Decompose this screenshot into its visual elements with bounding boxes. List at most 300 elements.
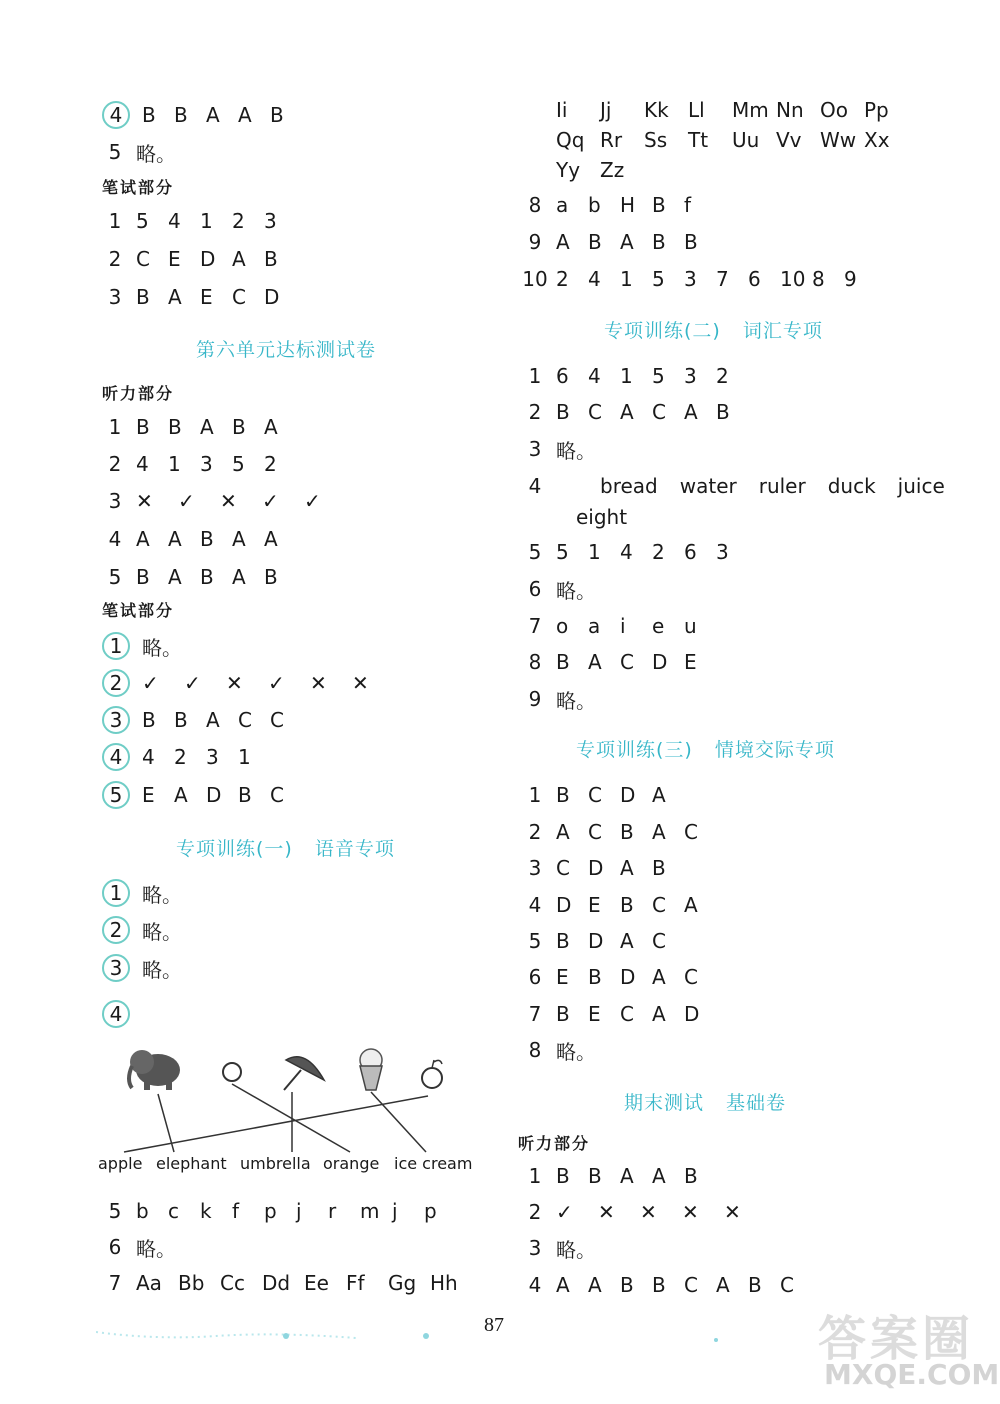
question-number: 3 — [528, 856, 542, 880]
question-number: 4 — [528, 474, 542, 498]
answer-list — [136, 415, 296, 439]
answer-item: C — [652, 400, 666, 424]
answer-item: C — [270, 708, 284, 732]
answer-item: 略。 — [556, 438, 596, 463]
answer-item: E — [556, 965, 569, 989]
answer-item: A — [232, 247, 246, 271]
answer-item: 3 — [264, 209, 277, 233]
answer-item: 7 — [716, 267, 729, 291]
answer-row — [102, 876, 182, 910]
question-number: 1 — [528, 783, 542, 807]
answer-list — [136, 138, 176, 167]
heading-special2-part-a: 专项训练(二) — [604, 320, 721, 342]
question-number: 1 — [102, 632, 130, 660]
answer-row — [522, 1195, 766, 1229]
answer-item: A — [716, 1273, 730, 1297]
answer-item: A — [200, 415, 214, 439]
apple-icon — [422, 1060, 442, 1088]
match-word-orange: orange — [323, 1154, 380, 1173]
answer-item: D — [588, 929, 604, 953]
word-answer: water — [679, 474, 737, 498]
question-number: 3 — [528, 1236, 542, 1260]
question-number: 7 — [528, 1002, 542, 1026]
answer-item: B — [238, 783, 252, 807]
answer-item: B — [556, 650, 570, 674]
answer-item: B — [264, 565, 278, 589]
answer-item: E — [588, 893, 601, 917]
answer-item: B — [136, 285, 150, 309]
answer-item: D — [200, 247, 216, 271]
answer-list — [136, 285, 296, 309]
answer-item: ✓ — [262, 489, 279, 513]
answer-item: A — [136, 527, 150, 551]
answer-row — [102, 740, 270, 774]
answer-item: A — [620, 929, 634, 953]
answer-item: C — [232, 285, 246, 309]
answer-item: 4 — [142, 745, 155, 769]
answer-item: B — [556, 400, 570, 424]
answer-row — [102, 629, 182, 663]
answer-item: A — [206, 708, 220, 732]
letter-pair: Tt — [688, 128, 709, 152]
question-number: 1 — [528, 364, 542, 388]
answer-item: Gg — [388, 1271, 417, 1295]
question-number: 5 — [108, 565, 122, 589]
heading-special1-part-b: 语音专项 — [314, 838, 395, 860]
answer-list — [556, 783, 684, 807]
question-number: 10 — [522, 267, 548, 291]
answer-row — [522, 188, 716, 222]
answer-list — [556, 267, 876, 291]
answer-item: A — [620, 856, 634, 880]
answer-item: ✕ — [226, 671, 243, 695]
question-number: 2 — [528, 820, 542, 844]
answer-item: Bb — [178, 1271, 205, 1295]
answer-item: Hh — [430, 1271, 458, 1295]
question-number: 2 — [108, 247, 122, 271]
word-answer: juice — [897, 474, 945, 498]
answer-item: 4 — [136, 452, 149, 476]
question-number: 5 — [528, 929, 542, 953]
question-number: 3 — [108, 489, 122, 513]
answer-row — [102, 280, 296, 314]
answer-item: C — [684, 820, 698, 844]
answer-list — [556, 575, 596, 604]
answer-item: 5 — [652, 364, 665, 388]
answer-item: A — [168, 527, 182, 551]
letters-line — [556, 153, 644, 187]
answer-list — [142, 783, 302, 807]
answer-item: B — [684, 230, 698, 254]
letter-pair: Jj — [600, 98, 612, 122]
answer-item: ✕ — [640, 1200, 657, 1224]
answer-item: 5 — [556, 540, 569, 564]
answer-list — [556, 820, 716, 844]
question-number: 2 — [102, 916, 130, 944]
heading-final — [624, 1088, 786, 1115]
answer-item: H — [620, 193, 636, 217]
answer-item: D — [620, 783, 636, 807]
match-word-umbrella: umbrella — [240, 1154, 311, 1173]
answer-item: B — [556, 929, 570, 953]
watermark-url: MXQE.COM — [824, 1358, 1000, 1391]
answer-item: 1 — [588, 540, 601, 564]
answer-item: C — [136, 247, 150, 271]
answer-item: 3 — [716, 540, 729, 564]
heading-special2-part-b: 词汇专项 — [742, 320, 823, 342]
answer-item: A — [556, 230, 570, 254]
letter-pair: Qq — [556, 128, 585, 152]
answer-item: B — [200, 565, 214, 589]
heading-special3-part-b: 情境交际专项 — [714, 739, 835, 761]
answer-item: B — [684, 1164, 698, 1188]
answer-item: 略。 — [142, 882, 182, 907]
answer-item: B — [652, 230, 666, 254]
question-number: 6 — [528, 577, 542, 601]
question-number: 3 — [528, 437, 542, 461]
letter-pair: Ww — [820, 128, 857, 152]
answer-item: m — [360, 1199, 380, 1223]
answer-item: Aa — [136, 1271, 162, 1295]
answer-item: B — [232, 415, 246, 439]
letter-pair: Kk — [644, 98, 669, 122]
answer-row — [102, 204, 296, 238]
answer-row — [522, 225, 716, 259]
answer-list — [556, 540, 748, 564]
question-number: 3 — [102, 954, 130, 982]
answer-item: D — [620, 965, 636, 989]
answer-list — [556, 614, 716, 638]
answer-item: 5 — [136, 209, 149, 233]
letter-pair: Zz — [600, 158, 625, 182]
question-number: 2 — [528, 1200, 542, 1224]
answer-item: D — [588, 856, 604, 880]
answer-list — [556, 1164, 716, 1188]
answer-row — [102, 913, 182, 947]
answer-item: B — [174, 103, 188, 127]
answer-item: 1 — [620, 364, 633, 388]
answer-list — [556, 856, 684, 880]
answer-list — [136, 489, 346, 513]
answer-item: 8 — [812, 267, 825, 291]
word-answer-continued: eight — [576, 505, 628, 529]
answer-item: A — [620, 400, 634, 424]
answer-item: 5 — [652, 267, 665, 291]
answer-list — [556, 1200, 766, 1224]
answer-row — [102, 242, 296, 276]
answer-list — [136, 452, 296, 476]
question-number: 1 — [528, 1164, 542, 1188]
answer-list — [556, 1273, 812, 1297]
answer-item: A — [620, 1164, 634, 1188]
answer-row — [102, 135, 176, 169]
answer-item: 略。 — [556, 1237, 596, 1262]
answer-item: 略。 — [136, 1236, 176, 1261]
answer-row — [102, 703, 302, 737]
answer-item: ✕ — [310, 671, 327, 695]
answer-item: 5 — [232, 452, 245, 476]
question-number: 1 — [108, 209, 122, 233]
answer-item: A — [588, 650, 602, 674]
answer-row — [102, 447, 296, 481]
answer-item: 2 — [232, 209, 245, 233]
answer-row — [522, 960, 716, 994]
answer-item: E — [142, 783, 155, 807]
match-word-apple: apple — [98, 1154, 143, 1173]
answer-item: D — [206, 783, 222, 807]
answer-item: B — [620, 1273, 634, 1297]
answer-list — [556, 929, 684, 953]
answer-item: B — [652, 193, 666, 217]
answer-item: B — [556, 1002, 570, 1026]
answer-item: ✓ — [304, 489, 321, 513]
answer-row — [102, 778, 302, 812]
question-number: 8 — [528, 193, 542, 217]
answer-item: 2 — [174, 745, 187, 769]
answer-item: 2 — [264, 452, 277, 476]
word-answer: bread — [600, 474, 658, 498]
answer-item: B — [620, 820, 634, 844]
section-label-written-2: 笔试部分 — [102, 601, 175, 620]
answer-item: C — [684, 965, 698, 989]
answer-item: C — [780, 1273, 794, 1297]
answer-item: 6 — [556, 364, 569, 388]
answer-item: ✓ — [556, 1200, 573, 1224]
answer-item: A — [620, 230, 634, 254]
word-answer: ruler — [758, 474, 806, 498]
answer-item: ✕ — [724, 1200, 741, 1224]
answer-item: 略。 — [142, 957, 182, 982]
answer-item: 略。 — [556, 1039, 596, 1064]
answer-item: E — [200, 285, 213, 309]
answer-row — [102, 98, 302, 132]
answer-item: ✕ — [598, 1200, 615, 1224]
answer-item: i — [620, 614, 626, 638]
ice-cream-icon — [360, 1049, 382, 1090]
answer-item: 4 — [588, 267, 601, 291]
answer-list — [142, 103, 302, 127]
question-number: 4 — [528, 1273, 542, 1297]
answer-item: A — [264, 415, 278, 439]
answer-item: B — [264, 247, 278, 271]
answer-item: a — [556, 193, 569, 217]
answer-row — [522, 1231, 596, 1265]
answer-list — [556, 1234, 596, 1263]
answer-item: A — [232, 527, 246, 551]
answer-row — [102, 666, 394, 700]
answer-item: 1 — [238, 745, 251, 769]
answer-item: C — [652, 929, 666, 953]
answer-row — [102, 997, 134, 1031]
answer-item: 1 — [200, 209, 213, 233]
matching-illustration — [96, 1040, 486, 1160]
question-number: 3 — [108, 285, 122, 309]
answer-item: A — [206, 103, 220, 127]
answer-item: p — [264, 1199, 277, 1223]
answer-item: j — [392, 1199, 398, 1223]
answer-item: ✕ — [352, 671, 369, 695]
answer-row — [522, 262, 876, 296]
answer-item: 3 — [684, 364, 697, 388]
letter-pair: Ii — [556, 98, 568, 122]
answer-item: 略。 — [142, 635, 182, 660]
answer-item: E — [588, 1002, 601, 1026]
answer-item: Ee — [304, 1271, 329, 1295]
answer-row — [522, 851, 684, 885]
answer-item: b — [588, 193, 601, 217]
heading-special1 — [176, 834, 395, 861]
watermark — [818, 1300, 1000, 1396]
answer-row — [102, 484, 346, 518]
answer-item: 2 — [556, 267, 569, 291]
answer-item: B — [136, 565, 150, 589]
heading-special3 — [576, 735, 835, 762]
answer-item: Cc — [220, 1271, 245, 1295]
question-number: 4 — [102, 1000, 130, 1028]
answer-item: 4 — [168, 209, 181, 233]
answer-item: A — [652, 783, 666, 807]
answer-item: D — [684, 1002, 700, 1026]
answer-item: A — [174, 783, 188, 807]
answer-list — [142, 671, 394, 695]
answer-item: A — [588, 1273, 602, 1297]
answer-row — [522, 778, 684, 812]
letter-pair: Uu — [732, 128, 760, 152]
answer-list — [142, 954, 182, 983]
answer-item: A — [556, 820, 570, 844]
answer-item: B — [142, 103, 156, 127]
answer-item: ✕ — [136, 489, 153, 513]
answer-list — [556, 893, 716, 917]
question-number: 7 — [528, 614, 542, 638]
answer-list — [136, 247, 296, 271]
answer-item: e — [652, 614, 665, 638]
question-number: 1 — [108, 415, 122, 439]
answer-item: B — [652, 1273, 666, 1297]
answer-item: A — [652, 965, 666, 989]
answer-item: 略。 — [556, 578, 596, 603]
answer-list — [136, 565, 296, 589]
answer-item: C — [556, 856, 570, 880]
question-number: 2 — [108, 452, 122, 476]
answer-row — [102, 1266, 472, 1300]
answer-item: r — [328, 1199, 337, 1223]
letter-pair: Oo — [820, 98, 848, 122]
word-answer: duck — [827, 474, 876, 498]
letter-pair: Yy — [556, 158, 581, 182]
answer-item: C — [684, 1273, 698, 1297]
answer-list — [142, 916, 182, 945]
answer-item: 略。 — [136, 141, 176, 166]
answer-list — [556, 435, 596, 464]
answer-item: b — [136, 1199, 149, 1223]
answer-item: 略。 — [142, 919, 182, 944]
answer-list — [556, 400, 748, 424]
answer-item: k — [200, 1199, 212, 1223]
answer-item: B — [556, 1164, 570, 1188]
answer-item: Ff — [346, 1271, 365, 1295]
answer-list — [556, 965, 716, 989]
footer-decoration — [96, 1326, 736, 1346]
answer-row — [522, 645, 716, 679]
answer-item: B — [748, 1273, 762, 1297]
section-label-written: 笔试部分 — [102, 178, 175, 197]
answer-item: C — [620, 650, 634, 674]
answer-row — [522, 609, 716, 643]
answer-list — [556, 193, 716, 217]
umbrella-icon — [284, 1057, 324, 1090]
match-word-elephant: elephant — [156, 1154, 227, 1173]
answer-list — [556, 364, 748, 388]
answer-row — [102, 522, 296, 556]
question-number: 7 — [108, 1271, 122, 1295]
letter-pair: Vv — [776, 128, 802, 152]
answer-item: C — [588, 783, 602, 807]
answer-item: B — [588, 965, 602, 989]
question-number: 6 — [528, 965, 542, 989]
letter-pair: Xx — [864, 128, 890, 152]
answer-item: f — [684, 193, 692, 217]
answer-item: A — [652, 1002, 666, 1026]
answer-list — [136, 527, 296, 551]
letter-pair: Nn — [776, 98, 804, 122]
answer-item: p — [424, 1199, 437, 1223]
answer-row — [102, 560, 296, 594]
matching-exercise — [96, 1040, 486, 1190]
match-word-ice-cream: ice cream — [394, 1154, 473, 1173]
answer-list — [142, 745, 270, 769]
letters-line — [556, 123, 908, 157]
answer-item: ✓ — [268, 671, 285, 695]
question-number: 4 — [108, 527, 122, 551]
answer-item: B — [652, 856, 666, 880]
answer-list — [136, 209, 296, 233]
answer-list — [142, 708, 302, 732]
answer-item: o — [556, 614, 569, 638]
answer-item: A — [232, 565, 246, 589]
answer-row — [522, 469, 967, 503]
answer-item: C — [652, 893, 666, 917]
elephant-icon — [129, 1050, 180, 1090]
question-number: 4 — [102, 101, 130, 129]
answer-item: B — [620, 893, 634, 917]
answer-item: E — [684, 650, 697, 674]
answer-item: C — [588, 820, 602, 844]
answer-list — [136, 1233, 176, 1262]
answer-item: A — [238, 103, 252, 127]
answer-item: A — [684, 893, 698, 917]
answer-item: E — [168, 247, 181, 271]
answer-row — [522, 359, 748, 393]
answer-list — [556, 1036, 596, 1065]
answer-row — [522, 1033, 596, 1067]
answer-row — [522, 1268, 812, 1302]
answer-item: ✓ — [184, 671, 201, 695]
answer-item: C — [588, 400, 602, 424]
answer-row — [522, 432, 596, 466]
answer-item: 1 — [168, 452, 181, 476]
heading-final-part-a: 期末测试 — [624, 1092, 705, 1114]
answer-item: B — [716, 400, 730, 424]
answer-item: B — [588, 1164, 602, 1188]
heading-special2 — [604, 316, 823, 343]
orange-icon — [223, 1063, 241, 1081]
letters-line — [556, 93, 908, 127]
answer-list — [142, 632, 182, 661]
page-number: 87 — [484, 1314, 504, 1336]
question-number: 9 — [528, 230, 542, 254]
answer-item: C — [270, 783, 284, 807]
